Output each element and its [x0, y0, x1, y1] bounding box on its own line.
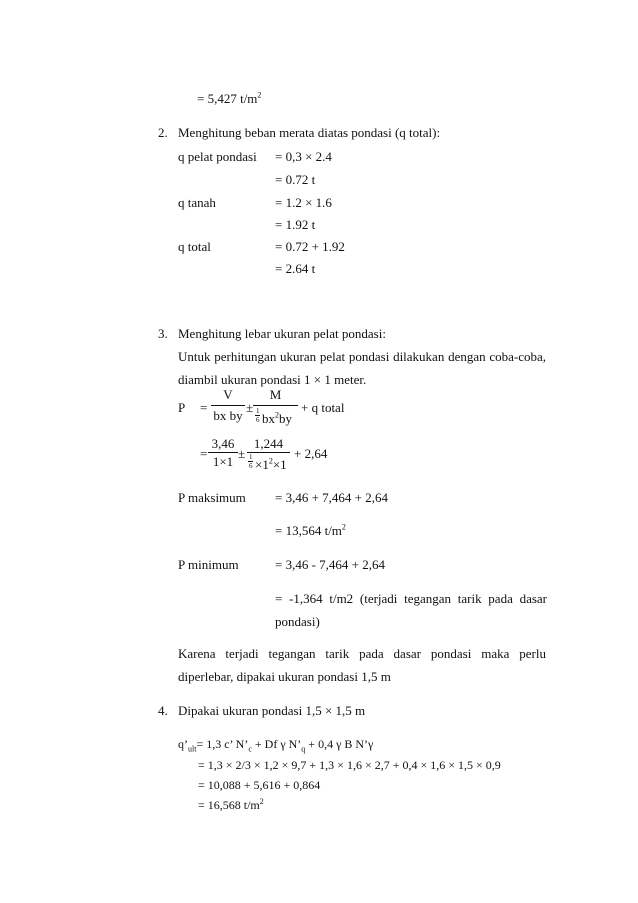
qult-result-exponent: 2 [259, 797, 264, 806]
fraction2-den-exponent: 2 [275, 410, 279, 420]
row-q-tanah-value: = 1.2 × 1.6 [275, 195, 332, 210]
qult-subscript-c: c [248, 744, 252, 754]
section-3-number: 3. [158, 326, 168, 341]
fraction4-denominator [247, 455, 287, 473]
fraction2-bar [253, 405, 298, 406]
p-min-result-line1: = -1,364 t/m2 (terjadi tegangan tarik pada dasar [275, 591, 547, 606]
p-min-label: P minimum [178, 557, 239, 572]
qult-lhs: q’ [178, 737, 188, 751]
fraction2-numerator: M [269, 387, 282, 402]
section-2-heading: Menghitung beban merata diatas pondasi (q total): [178, 125, 441, 140]
fraction4-bar [247, 452, 290, 453]
conclusion-line2: diperlebar, dipakai ukuran pondasi 1,5 m [178, 669, 391, 684]
qult-rhs-part1: = 1,3 c’ N’ [196, 737, 249, 751]
plus-minus-sign-2: ± [238, 446, 246, 461]
fraction4-numerator: 1,244 [253, 436, 284, 451]
p-max-result-value: = 13,564 t/m [275, 523, 342, 538]
fraction2-denominator [254, 409, 292, 427]
fraction1-bar [211, 405, 245, 406]
one-sixth-fraction-2 [247, 455, 255, 469]
qult-line4 [198, 797, 264, 813]
row-q-tanah-label: q tanah [178, 195, 216, 210]
formula2-equals: = [200, 446, 208, 461]
one-sixth-numerator-2: 1 [249, 453, 253, 461]
p-min-value: = 3,46 - 7,464 + 2,64 [275, 557, 385, 572]
section-3-heading: Menghitung lebar ukuran pelat pondasi: [178, 326, 386, 341]
p-max-value: = 3,46 + 7,464 + 2,64 [275, 490, 388, 505]
qult-result-value: = 16,568 t/m [198, 798, 260, 812]
section-4-number: 4. [158, 703, 168, 718]
section-3-paragraph-line2: diambil ukuran pondasi 1 × 1 meter. [178, 372, 367, 387]
qult-subscript: ult [188, 744, 197, 754]
top-result-value: = 5,427 t/m [197, 91, 258, 106]
top-result [197, 91, 261, 107]
fraction2-den-bx: bx [262, 411, 275, 426]
fraction3-denominator: 1×1 [212, 454, 234, 469]
p-min-result-line2: pondasi) [275, 614, 320, 629]
row-q-tanah-result: = 1.92 t [275, 217, 316, 232]
one-sixth-denominator: 6 [256, 416, 260, 424]
section-3-paragraph-line1: Untuk perhitungan ukuran pelat pondasi dilakukan dengan coba-coba, [178, 349, 546, 364]
one-sixth-fraction [254, 409, 262, 423]
p-max-result-exponent: 2 [341, 522, 346, 532]
fraction2-den-by: by [279, 411, 292, 426]
one-sixth-numerator: 1 [256, 407, 260, 415]
row-q-pelat-result: = 0.72 t [275, 172, 316, 187]
qult-line3: = 10,088 + 5,616 + 0,864 [198, 778, 321, 792]
fraction4-den-b: ×1 [272, 457, 287, 472]
one-sixth-denominator-2: 6 [249, 462, 253, 470]
qult-rhs-part3: + 0,4 γ B N’γ [305, 737, 374, 751]
p-max-label: P maksimum [178, 490, 246, 505]
row-q-pelat-value: = 0,3 × 2.4 [275, 149, 332, 164]
formula2-tail: + 2,64 [294, 446, 328, 461]
section-4-heading: Dipakai ukuran pondasi 1,5 × 1,5 m [178, 703, 366, 718]
qult-rhs-part2: + Df γ N’ [251, 737, 302, 751]
fraction3-numerator: 3,46 [211, 436, 235, 451]
top-result-exponent: 2 [257, 90, 262, 100]
qult-formula [178, 736, 373, 752]
qult-subscript-q: q [301, 744, 306, 754]
row-q-pelat-label: q pelat pondasi [178, 149, 257, 164]
fraction4-den-exponent: 2 [268, 456, 273, 466]
fraction1-denominator: bx by [213, 408, 243, 423]
plus-minus-sign: ± [246, 400, 254, 415]
fraction1-numerator: V [223, 387, 233, 402]
formula-lhs: P [178, 400, 186, 415]
fraction3-bar [208, 452, 238, 453]
qult-line2: = 1,3 × 2/3 × 1,2 × 9,7 + 1,3 × 1,6 × 2,7 + 0,4 × 1,6 × 1,5 × 0,9 [198, 758, 501, 772]
conclusion-line1: Karena terjadi tegangan tarik pada dasar pondasi maka perlu [178, 646, 546, 661]
row-q-total-value: = 0.72 + 1.92 [275, 239, 345, 254]
formula-tail: + q total [301, 400, 345, 415]
formula-equals: = [200, 400, 208, 415]
section-2-number: 2. [158, 125, 168, 140]
fraction4-den-a: ×1 [255, 457, 269, 472]
row-q-total-label: q total [178, 239, 211, 254]
row-q-total-result: = 2.64 t [275, 261, 316, 276]
p-max-result [275, 523, 346, 539]
